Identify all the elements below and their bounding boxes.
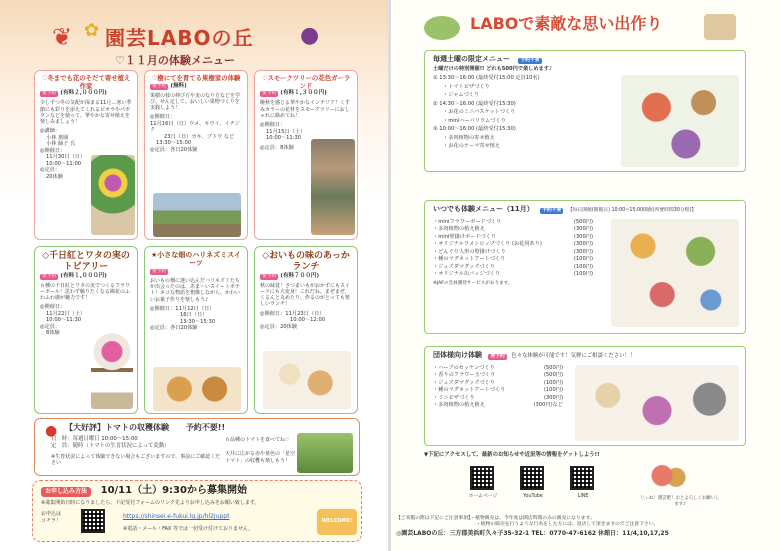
reservation-badge: 要予約 (42, 91, 57, 97)
card-winter-planter (34, 70, 138, 240)
list-item: ・オリジナル缶バッジづくり (100円) (433, 271, 593, 278)
card-smoke-tree-garland (254, 70, 358, 240)
list-item: ・ジュズダマグッズづくり (100円) (433, 379, 563, 386)
card-title: ◇千日紅とワタの実のトピアリー (42, 251, 130, 272)
card-price: (有料１,３００円) (280, 90, 327, 97)
list-item: ・オリジナルワメシロップづくり (お花用あり) (300円) (433, 241, 593, 248)
page-title: 園芸LABOの丘 (105, 26, 254, 50)
orchard-photo (153, 193, 241, 237)
no-reservation-badge: 予約不要 (520, 58, 540, 63)
tomato-photo (297, 433, 353, 473)
card-desc: おいもの畑に迷い込んだハリネズミたちが出会ったのは、あま〜いスイートポテト！ネコな物語を想像しながら、かわいいお菓子作りを楽しもう♪ (150, 277, 241, 303)
tomato-title: 【大好評】トマトの収穫体験 (65, 423, 169, 432)
homepage-label: ホームページ (468, 494, 498, 499)
maple-leaf-icon: ❦ (52, 23, 73, 51)
list-item: ・多肉植物の植え植え (300円) (433, 226, 593, 233)
card-desc: 果樹の枝の伸び方や実のなり方などを学び、せん定して、おいしい果物づくりを実践しよう！ (150, 92, 241, 112)
card-desc: 秋の味覚！さつまいもがおかずにもスイーツにも大変身！これだね、まぜまぜ、くるんと丸めたり、作るのがとっても楽しいランチ！ (260, 282, 350, 308)
garland-photo (311, 139, 355, 235)
card-desc: ６種の千日紅とワタの実でつくるフラワーボール！思わず触りたくなる綿花のふわふわ感が魅力です！ (40, 282, 130, 302)
card-info: ◎開催日： 11月16日（日）ウメ、キウイ、イチジク 23日（日）カキ、ブドウ など 13:30〜15:00 ◎定員：各日20体験 (150, 114, 240, 153)
reservation-badge: 要予約 (42, 273, 57, 279)
card-info: ◎開催日： 11月22日（土） 10:00〜11:30 ◎定員： 8体験 (40, 304, 86, 337)
card-potato-lunch (254, 246, 358, 414)
weekend-menu-box (424, 50, 746, 172)
weekend-photos (621, 75, 739, 167)
reservation-badge: 要予約 (152, 268, 167, 274)
card-title: ♡樹にてを育てる果樹家の体験 (151, 74, 241, 82)
list-item: ・miniフラワーボードづくり (500円) (433, 218, 593, 225)
card-desc: 少しずつ冬の気配が深まる11月…寒い季節にも彩りを添えてくれるビオラやパボタンなどを使って、華やかな寄せ植えを楽しみましょう！ (40, 100, 132, 126)
list-item: ・ハーブのセッケンづくり (500円) (433, 364, 563, 371)
mascot-illustration (648, 462, 688, 496)
list-item: ・種のマグネットアートづくり (100円) (433, 387, 563, 394)
card-hedgehog-sweets (144, 246, 248, 414)
line-label: LINE (577, 494, 589, 499)
card-title: ★小さな畑のハリネズミスイーツ (151, 251, 241, 268)
weekend-subtitle: 土曜だけの特別開催!! どれも500円で楽しめます♪ (433, 65, 553, 72)
application-form-link[interactable]: https://shinsei.e-fukui.lg.jp/hl2Juppt (123, 513, 230, 520)
mascot-caption: じぃね！園芸吧！おとよろしくお願いします♪ (640, 496, 720, 507)
card-info: ◎講師： 小林 惠園 小林 師子 氏 ◎開催日： 11月30日（日） 10:00〜11:00 ◎定員： 20体験 (40, 128, 86, 180)
group-photos (575, 365, 739, 441)
card-price: (有料７００円) (280, 272, 320, 279)
right-title: LABOで素敵な思い出作り (470, 14, 663, 33)
topiary-photo (91, 327, 133, 409)
tomato-harvest-box (34, 418, 360, 476)
application-note: ※募集開始日時になりましたら、下記受付フォームのリンク先よりお申し込みをお願い致します。 (41, 499, 260, 506)
reservation-badge: 要予約 (262, 273, 277, 279)
card-price: (有料２,０００円) (60, 90, 107, 97)
list-item: ・多肉植物の植え植え (300円)など (433, 402, 563, 409)
welcome-sign: WELCOME! (317, 509, 357, 535)
application-label: お申し込み方法 (41, 487, 91, 497)
card-desc: 晩秋を感じる華やかなインテリア！くすみカラーの花材をスモークツリーにおしゃれに絡めてね！ (260, 100, 351, 119)
planter-photo (91, 155, 135, 235)
homepage-qr-code[interactable] (470, 466, 494, 490)
cake-illustration (704, 14, 736, 40)
group-subtitle: 色々な体験が可能です！気軽にご相談ください！！ (511, 353, 636, 359)
reservation-badge: 要予約 (152, 83, 167, 89)
list-item: ・ジュズダマグッズづくり (100円) (433, 263, 593, 270)
list-item: ・ミニピザづくり (300円) (433, 394, 563, 401)
anytime-photos (611, 219, 739, 327)
center-fold (388, 0, 391, 551)
anytime-menu-box (424, 200, 746, 334)
youtube-label: YouTube (523, 494, 543, 499)
application-contact-note: ※電話・メール・FAX 等では一切受け付けておりません。 (123, 526, 254, 532)
application-start-date: 10/11（土）9:30から募集開始 (100, 485, 247, 496)
tomato-icon: ● (45, 423, 58, 439)
list-item: ・香りのフラワー玉づくり (500円) (433, 372, 563, 379)
sweet-potato-icon: ● (300, 23, 320, 48)
ginkgo-leaf-icon: ✿ (84, 20, 100, 41)
list-item: ・mini壁掛けボードづくり (300円) (433, 233, 593, 240)
card-title: ◇おいもの味のあっかランチ (262, 251, 350, 272)
weekend-schedule: ① 13:30〜16:00 (最終受付15:00 定員10名) ・トマトピザづくり ・ジャムづくり ② 14:30〜16:00 (最終受付15:30) ・お花のミニバスケットづくり ・miniハーバリウムづくり ③ 10:00〜16:00 (最終受付15:30) ・多肉植物の寄せ植え ・お花のテーマ寄せ植え (433, 75, 540, 150)
anytime-hours: 【毎日開催(開館日) 10:00~15:00開催(所要時間30分程)】 (567, 208, 697, 213)
list-item: ・種のマグネットアートづくり (100円) (433, 256, 593, 263)
page-subtitle: ♡１１月の体験メニュー (115, 54, 235, 67)
group-menu-box (424, 346, 746, 446)
card-info: ◎開催日： 11月15日（土） 10:00〜11:30 ◎定員：8体験 (260, 122, 306, 151)
card-fruit-pruning (144, 70, 248, 240)
card-title: ♡冬までも花のそだて寄せ植え作家 (41, 74, 131, 90)
flower-basket-illustration (424, 16, 460, 40)
tomato-info: 日 時：毎週日曜日 10:00〜15:00 定 員：随時（トマトの生育状況によって変動） ※生育状況によって体験できない場合もございますので、事前にご確認ください (51, 436, 221, 466)
youtube-qr-code[interactable] (520, 466, 544, 490)
application-qr-code[interactable] (81, 509, 105, 533)
anytime-title: いつでも体験メニュー（11月） (433, 205, 534, 213)
card-info: ◎開催日：11月23日（日） 10:00〜12:00 ◎定員：20体験 (260, 310, 326, 330)
sns-lead: ▼下記にアクセスして、最新のお知らせや近況等の情報をゲットしよう!! (424, 452, 600, 458)
card-topiary (34, 246, 138, 414)
card-price: (無料) (170, 82, 187, 89)
reservation-badge: 要予約 (490, 354, 505, 359)
sweets-photo (153, 367, 241, 411)
weekend-title: 毎週土曜の限定メニュー (433, 55, 510, 63)
list-item: ・どんぐり人形の壁掛けづくり (300円) (433, 248, 593, 255)
footer-notice: 【ご来館の際は下記にご注意事項】・植物販売は、今年度は開店時間のみの販売になります。 ・植物の販売を行うような行為をした方には、退店して頂きますのでご注意下さい。 ◎園芸LABOの丘：三方郡美浜町久々子35-32-1 TEL：0770-47-6162 休館日：11/4,10,17,25 (396, 516, 669, 537)
card-info: ◎開催日：11月12日（日） 16日（日） 13:30〜15:30 ◎定員：各日20体験 (150, 305, 216, 332)
no-reservation-badge: 予約不要 (542, 208, 562, 213)
jaf-note: ※JAFの会員優待サービスがあります。 (433, 280, 513, 286)
line-qr-code[interactable] (570, 466, 594, 490)
tomato-no-reservation: 予約不要!! (185, 423, 226, 432)
group-title: 団体様向け体験 (433, 351, 482, 359)
card-title: ♡スモークツリーの花色ガーランド (261, 74, 351, 90)
card-price: (有料１,０００円) (60, 272, 107, 279)
tomato-side: ６品種のトマトを食べてね♡ 天井に広がる赤や黄色の「星空トマト」の収穫も楽しもう！ (225, 437, 296, 464)
application-qr-label: お申込はコチラ！ (41, 511, 62, 524)
application-box (32, 480, 362, 542)
reservation-badge: 要予約 (262, 91, 277, 97)
lunch-photo (263, 351, 351, 409)
